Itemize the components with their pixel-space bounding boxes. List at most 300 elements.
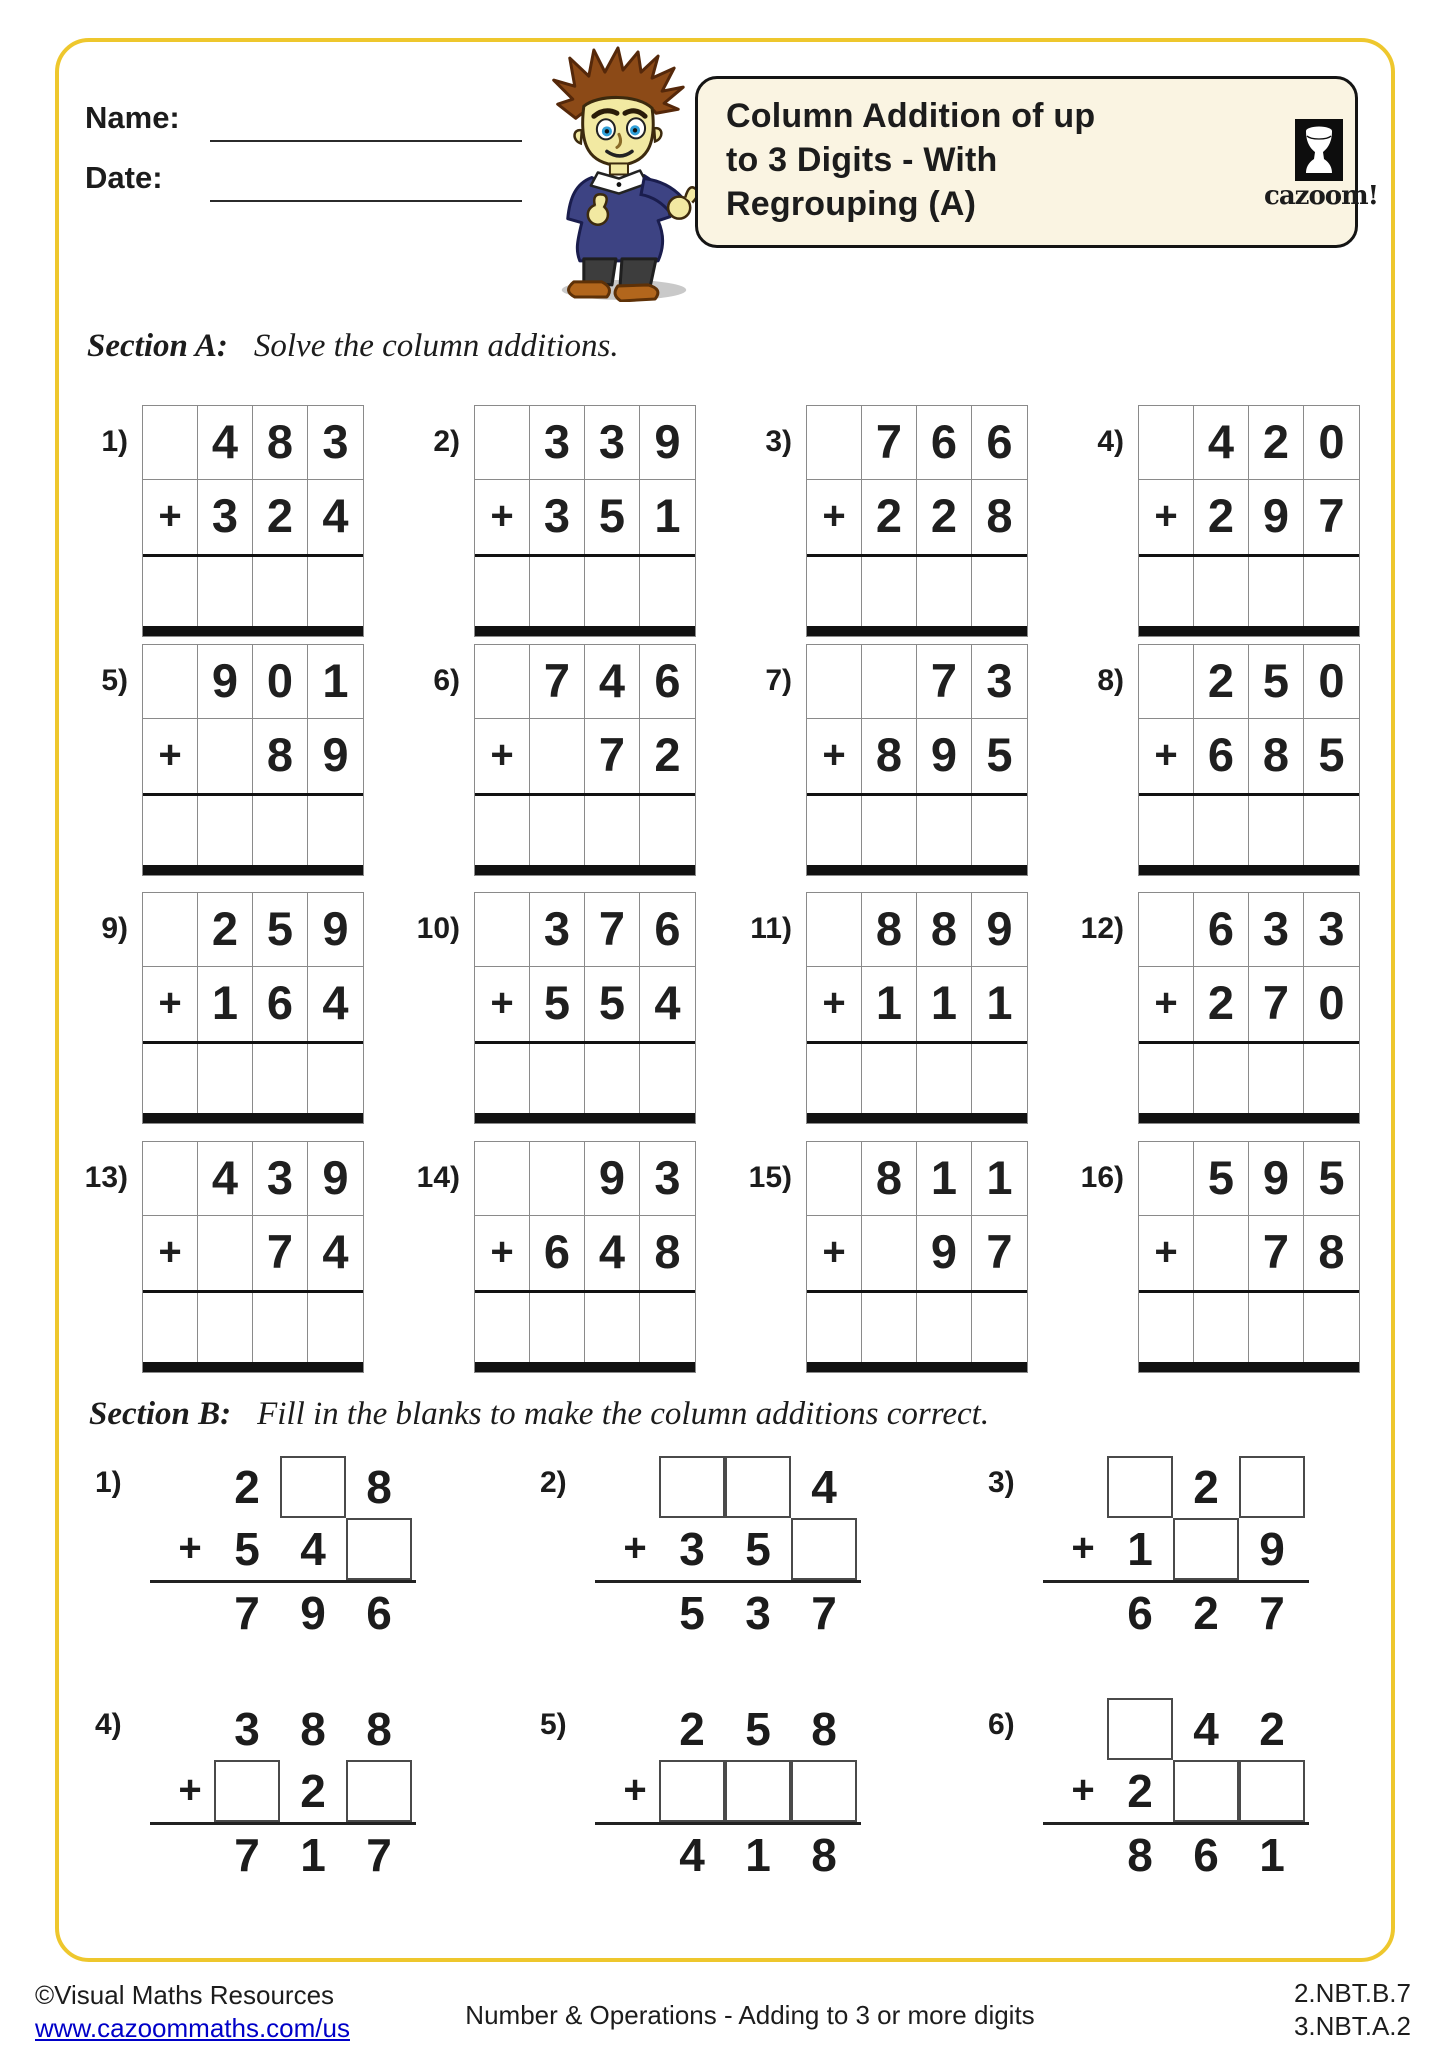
bottom-addend-row [1107,1760,1305,1822]
digit-cell: 8 [862,893,917,967]
digit-cell: + [807,719,862,793]
worksheet-title-line1: Column Addition of up [726,97,1096,135]
grid-bottom-bar [143,1362,363,1372]
digit-cell: 2 [654,728,681,781]
digit-cell: 6 [1194,719,1249,793]
digit-cell: 9 [308,1142,363,1216]
digit-cell [198,719,253,793]
addition-problem [1097,405,1360,637]
answer-cell[interactable] [917,1293,972,1362]
addition-problem [101,892,364,1124]
problem-number: 14) [416,1161,460,1194]
digit-cell: 2 [198,893,253,967]
problem-number: 10) [416,912,460,945]
digit-cell [807,406,862,480]
digit-cell: + [1139,1216,1194,1290]
digit: 2 [1193,1461,1219,1513]
digit-cell: 5 [253,893,308,967]
addition-problem [84,1141,364,1373]
addition-grid [142,405,364,637]
digit-cell: 7 [1249,1216,1304,1290]
digit-cell: 3 [308,406,363,480]
answer-cell[interactable] [198,1293,253,1362]
digit-cell [862,645,917,719]
digit: 4 [300,1523,326,1575]
blank-box[interactable] [725,1760,791,1822]
digit-cell: + [1139,719,1194,793]
cazoom-logo [1264,119,1379,211]
digit-cell: 8 [917,893,972,967]
answer-cell[interactable] [1194,796,1249,865]
digit-cell [1139,406,1194,480]
answer-cell[interactable] [807,1044,862,1113]
grid-bottom-bar [475,1113,695,1123]
logo-text: cazoom! [1264,181,1379,211]
digit-cell: 0 [1304,406,1359,480]
blank-box[interactable] [1173,1760,1239,1822]
digit: 7 [1259,1587,1285,1639]
answer-row [659,1829,857,1884]
addition-problem [433,644,696,876]
problem-number: 4) [1097,425,1124,458]
digit-cell: 6 [917,406,972,480]
digit-cell: 4 [322,976,349,1029]
digit: 1 [1259,1829,1285,1881]
digit-cell: 6 [640,645,695,719]
answer-cell[interactable] [308,1044,363,1113]
answer-cell[interactable] [640,796,695,865]
digit: 2 [1259,1703,1285,1755]
problem-number: 11) [750,912,792,945]
digit-cell: + [1139,967,1194,1041]
blank-box[interactable] [280,1456,346,1518]
answer-cell[interactable] [862,796,917,865]
digit-cell [862,1216,917,1290]
title-box [695,76,1379,248]
digit-cell: 7 [585,893,640,967]
digit-cell: 4 [198,406,253,480]
standard-code-1: 2.NBT.B.7 [1293,1978,1411,2008]
blank-box[interactable] [214,1760,280,1822]
digit: 7 [366,1829,392,1881]
answer-cell[interactable] [253,1044,308,1113]
problem-number: 15) [748,1161,792,1194]
blank-box[interactable] [725,1456,791,1518]
problem-number: 7) [765,664,792,697]
digit-cell: 7 [862,406,917,480]
digit-cell [530,1142,585,1216]
section-b-name: Section B: [89,1396,232,1432]
answer-cell[interactable] [143,1044,198,1113]
answer-row [1107,1587,1305,1642]
answer-cell[interactable] [917,796,972,865]
blank-box[interactable] [791,1518,857,1580]
digit-cell [475,893,530,967]
digit: 8 [300,1703,326,1755]
addition-grid [142,644,364,876]
answer-cell[interactable] [1139,1044,1194,1113]
grid-bottom-bar [475,1362,695,1372]
grid-bottom-bar [807,1362,1027,1372]
digit-cell: + [143,967,198,1041]
addition-grid [806,405,1028,637]
digit-cell [475,645,530,719]
section-a-name: Section A: [87,328,228,364]
drum-icon [1295,119,1343,181]
digit: 6 [366,1587,392,1639]
answer-cell[interactable] [308,557,363,626]
digit-cell: 9 [308,893,363,967]
grid-bottom-bar [475,626,695,636]
answer-cell[interactable] [585,1293,640,1362]
digit-cell: 1 [198,967,253,1041]
digit-cell: + [143,480,198,554]
digit-cell: + [807,480,862,554]
digit-cell [143,893,198,967]
digit-cell [143,406,198,480]
grid-bottom-bar [807,626,1027,636]
digit-cell: 5 [1304,1142,1359,1216]
answer-cell[interactable] [1249,796,1304,865]
answer-cell[interactable] [475,1293,530,1362]
answer-cell[interactable] [1194,557,1249,626]
addition-grid [1138,1141,1360,1373]
problem-number: 16) [1080,1161,1124,1194]
name-label: Name: [85,100,180,135]
answer-cell[interactable] [640,557,695,626]
answer-cell[interactable] [585,796,640,865]
digit: 5 [745,1523,771,1575]
answer-cell[interactable] [917,1044,972,1113]
equals-line [1043,1580,1309,1583]
digit: 3 [234,1703,260,1755]
fill-blank-problem [540,1692,875,1892]
answer-cell[interactable] [1194,1044,1249,1113]
top-addend-row [659,1698,857,1760]
answer-row [214,1829,412,1884]
digit: 8 [1127,1829,1153,1881]
digit-cell: 8 [862,1142,917,1216]
blank-box[interactable] [1239,1456,1305,1518]
digit-cell: + [475,719,530,793]
digit-cell: 8 [253,719,308,793]
problem-number: 6) [988,1708,1015,1741]
answer-cell[interactable] [1194,1293,1249,1362]
digit-cell: 3 [530,480,585,554]
digit: 7 [234,1829,260,1881]
answer-cell[interactable] [807,557,862,626]
digit-cell: 8 [862,719,917,793]
equals-line [1043,1822,1309,1825]
digit-cell: + [475,480,530,554]
digit: 7 [811,1587,837,1639]
addition-grid [142,892,364,1124]
digit-cell: 4 [654,976,681,1029]
digit-cell: 6 [972,406,1027,480]
addition-problem [1097,644,1360,876]
digit: 5 [745,1703,771,1755]
addition-problem [101,644,364,876]
answer-cell[interactable] [143,796,198,865]
digit-cell: 2 [917,480,972,554]
digit-cell: 5 [585,480,640,554]
answer-cell[interactable] [530,1044,585,1113]
digit-cell [1139,893,1194,967]
digit-cell: 4 [585,1216,640,1290]
digit-cell: + [143,1216,198,1290]
answer-cell[interactable] [862,1044,917,1113]
bottom-addend-row [659,1518,857,1580]
bottom-addend-row [214,1518,412,1580]
digit-cell: 4 [198,1142,253,1216]
digit-cell: 3 [1249,893,1304,967]
top-addend-row [1107,1456,1305,1518]
addition-problem [416,892,696,1124]
grid-bottom-bar [143,1113,363,1123]
digit-cell [1139,1142,1194,1216]
answer-cell[interactable] [862,557,917,626]
digit-cell: 6 [640,893,695,967]
answer-cell[interactable] [308,796,363,865]
digit-cell: 1 [917,967,972,1041]
worksheet-title-line2: to 3 Digits - With [726,141,998,179]
digit-cell [475,1142,530,1216]
answer-row [214,1587,412,1642]
date-line[interactable] [210,200,522,202]
answer-cell[interactable] [807,796,862,865]
plus-sign: + [178,1768,202,1812]
digit: 2 [1193,1587,1219,1639]
digit-cell: 3 [585,406,640,480]
section-a-heading [87,328,619,365]
fill-blank-problem [95,1450,430,1650]
addition-grid [142,1141,364,1373]
digit-cell: 4 [1194,406,1249,480]
digit-cell: 9 [1249,1142,1304,1216]
blank-box[interactable] [346,1760,412,1822]
problem-number: 2) [433,425,460,458]
digit-cell: + [807,967,862,1041]
blank-box[interactable] [1173,1518,1239,1580]
answer-cell[interactable] [1249,1293,1304,1362]
grid-bottom-bar [1139,626,1359,636]
digit-cell: 7 [253,1216,308,1290]
digit: 2 [679,1703,705,1755]
digit: 9 [1259,1523,1285,1575]
answer-cell[interactable] [1249,557,1304,626]
name-line[interactable] [210,140,522,142]
answer-cell[interactable] [972,1044,1027,1113]
digit-cell: 4 [322,489,349,542]
answer-cell[interactable] [585,1044,640,1113]
answer-cell[interactable] [1139,1293,1194,1362]
grid-bottom-bar [143,865,363,875]
digit-cell: 1 [308,645,363,719]
digit-cell: 8 [654,1225,681,1278]
answer-cell[interactable] [253,796,308,865]
digit-cell: 7 [986,1225,1013,1278]
digit-cell [143,1142,198,1216]
digit-cell: 3 [530,406,585,480]
answer-cell[interactable] [1139,557,1194,626]
blank-box[interactable] [659,1456,725,1518]
section-b-instruction: Fill in the blanks to make the column additions correct. [257,1396,990,1432]
answer-cell[interactable] [1304,557,1359,626]
answer-cell[interactable] [143,1293,198,1362]
copyright-text: ©Visual Maths Resources [35,1980,335,2010]
digit-cell: 1 [654,489,681,542]
digit-cell [198,1216,253,1290]
bottom-addend-row [1107,1518,1305,1580]
digit-cell: 1 [986,976,1013,1029]
addition-grid [1138,405,1360,637]
digit-cell: 3 [253,1142,308,1216]
answer-cell[interactable] [308,1293,363,1362]
addition-problem [765,644,1028,876]
answer-cell[interactable] [972,796,1027,865]
addition-grid [806,644,1028,876]
grid-bottom-bar [1139,1113,1359,1123]
blank-box[interactable] [346,1518,412,1580]
digit-cell: 8 [1249,719,1304,793]
digit-cell: 5 [1194,1142,1249,1216]
equals-line [150,1580,416,1583]
digit-cell: 0 [1318,976,1345,1029]
digit: 1 [300,1829,326,1881]
answer-cell[interactable] [972,1293,1027,1362]
answer-cell[interactable] [253,1293,308,1362]
digit-cell: 5 [530,967,585,1041]
problem-number: 5) [540,1708,567,1741]
blank-box[interactable] [1107,1698,1173,1760]
answer-cell[interactable] [1304,796,1359,865]
answer-cell[interactable] [143,557,198,626]
digit: 2 [1127,1765,1153,1817]
digit-cell: 7 [1318,489,1345,542]
digit-cell: 0 [253,645,308,719]
blank-box[interactable] [1107,1456,1173,1518]
digit-cell: 1 [862,967,917,1041]
problem-number: 3) [765,425,792,458]
addition-grid [806,1141,1028,1373]
answer-cell[interactable] [530,1293,585,1362]
addition-grid [474,644,696,876]
digit: 8 [811,1829,837,1881]
digit-cell: 2 [253,480,308,554]
answer-cell[interactable] [1304,1293,1359,1362]
answer-cell[interactable] [640,1044,695,1113]
answer-cell[interactable] [198,557,253,626]
boy-mascot-illustration [545,46,717,302]
addition-problem [433,405,696,637]
blank-box[interactable] [791,1760,857,1822]
digit-cell [1139,645,1194,719]
plus-sign: + [623,1526,647,1570]
digit-cell: 2 [1249,406,1304,480]
answer-cell[interactable] [862,1293,917,1362]
fill-blank-problem [95,1692,430,1892]
answer-cell[interactable] [530,557,585,626]
answer-cell[interactable] [585,557,640,626]
digit: 4 [1193,1703,1219,1755]
digit: 6 [1193,1829,1219,1881]
digit-cell: 7 [1249,967,1304,1041]
answer-cell[interactable] [1139,796,1194,865]
date-label: Date: [85,160,163,195]
digit-cell: 2 [1194,967,1249,1041]
grid-bottom-bar [1139,865,1359,875]
digit: 9 [300,1587,326,1639]
digit-cell: 6 [253,967,308,1041]
answer-cell[interactable] [807,1293,862,1362]
addition-problem [1080,892,1360,1124]
answer-cell[interactable] [972,557,1027,626]
problem-number: 12) [1080,912,1124,945]
answer-cell[interactable] [475,796,530,865]
digit-cell: + [143,719,198,793]
top-addend-row [214,1698,412,1760]
digit-cell: 9 [972,893,1027,967]
plus-sign: + [623,1768,647,1812]
digit: 5 [679,1587,705,1639]
equals-line [595,1822,861,1825]
digit-cell: 8 [1318,1225,1345,1278]
cazoom-link[interactable]: www.cazoommaths.com/us [35,2013,350,2043]
digit-cell: 3 [198,480,253,554]
answer-cell[interactable] [530,796,585,865]
digit-cell: 3 [640,1142,695,1216]
digit-cell: 2 [862,480,917,554]
section-b-heading [89,1396,989,1433]
answer-cell[interactable] [198,796,253,865]
problem-number: 13) [84,1161,128,1194]
digit: 7 [234,1587,260,1639]
problem-number: 2) [540,1466,567,1499]
problem-number: 3) [988,1466,1015,1499]
digit-cell: 5 [986,728,1013,781]
answer-cell[interactable] [1249,1044,1304,1113]
digit: 5 [234,1523,260,1575]
answer-cell[interactable] [253,557,308,626]
digit: 4 [811,1461,837,1513]
digit-cell: 5 [585,967,640,1041]
addition-grid [806,892,1028,1124]
problem-number: 4) [95,1708,122,1741]
blank-box[interactable] [659,1760,725,1822]
digit-cell: 2 [1194,480,1249,554]
digit-cell: 9 [585,1142,640,1216]
problem-number: 1) [95,1466,122,1499]
answer-cell[interactable] [640,1293,695,1362]
fill-blank-problem [540,1450,875,1650]
answer-cell[interactable] [475,1044,530,1113]
answer-cell[interactable] [917,557,972,626]
answer-cell[interactable] [1304,1044,1359,1113]
digit-cell: 4 [585,645,640,719]
problem-number: 5) [101,664,128,697]
blank-box[interactable] [1239,1760,1305,1822]
answer-cell[interactable] [475,557,530,626]
digit-cell: 7 [585,719,640,793]
digit-cell: 9 [917,719,972,793]
answer-cell[interactable] [198,1044,253,1113]
digit-cell: 1 [972,1142,1027,1216]
addition-problem [416,1141,696,1373]
digit: 4 [679,1829,705,1881]
digit-cell: 7 [530,645,585,719]
problem-number: 1) [101,425,128,458]
digit-cell: + [475,1216,530,1290]
